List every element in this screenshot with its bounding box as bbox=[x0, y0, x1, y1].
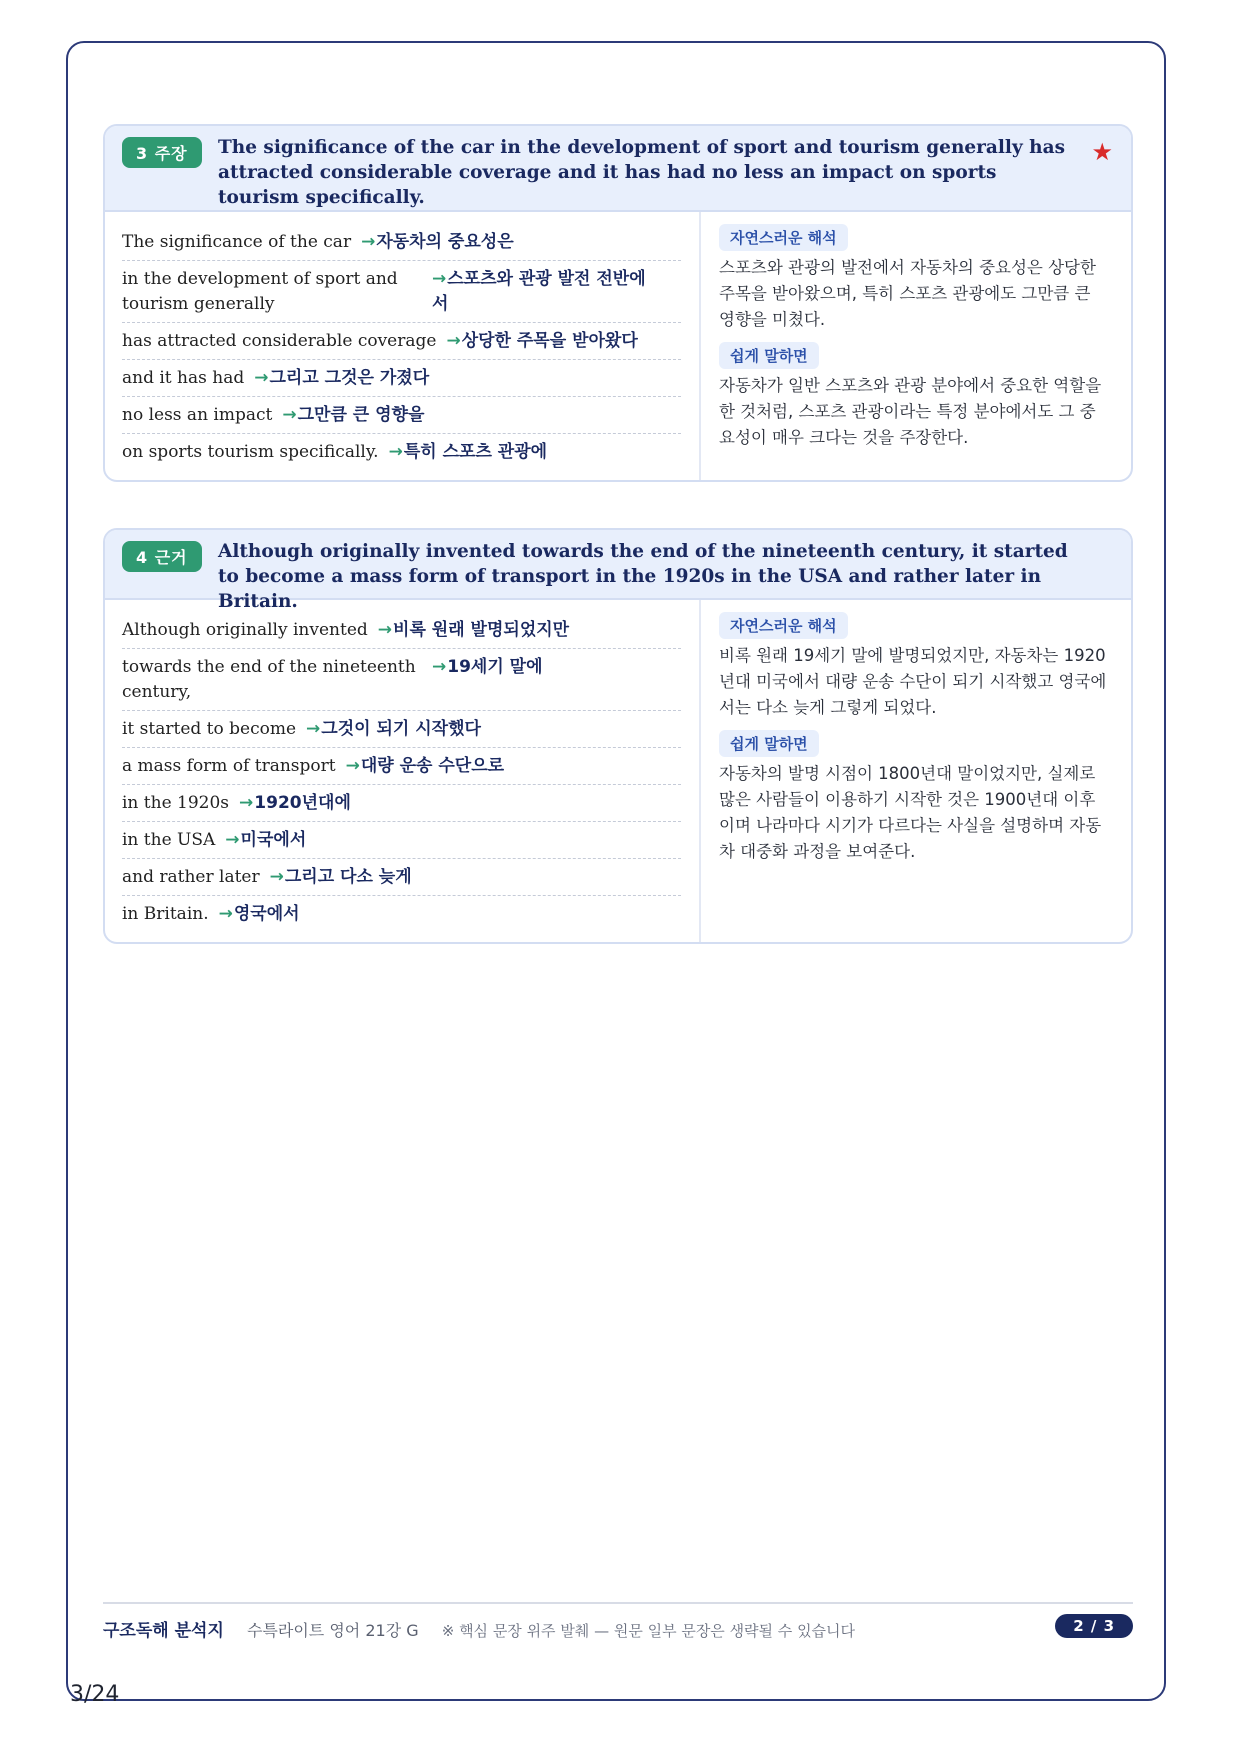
chunk-row bbox=[122, 224, 681, 261]
chunk-row bbox=[122, 323, 681, 360]
chunk-korean: →대량 운송 수단으로 bbox=[345, 756, 505, 776]
chunk-english: and rather later bbox=[122, 867, 260, 887]
arrow-icon: → bbox=[239, 793, 254, 813]
chunk-korean: →스포츠와 관광 발전 전반에서 bbox=[432, 269, 646, 314]
footer-course: 수특라이트 영어 21강 G bbox=[246, 1621, 419, 1640]
arrow-icon: → bbox=[269, 867, 284, 887]
section-badge: 3 주장 bbox=[122, 137, 202, 168]
card-header bbox=[105, 126, 1131, 212]
chunk-english: a mass form of transport bbox=[122, 756, 336, 776]
chunk-english: no less an impact bbox=[122, 405, 273, 425]
arrow-icon: → bbox=[446, 331, 461, 351]
chunk-row bbox=[122, 859, 681, 896]
natural-translation-label: 자연스러운 해석 bbox=[719, 224, 848, 251]
arrow-icon: → bbox=[361, 232, 376, 252]
chunk-korean: →그만큼 큰 영향을 bbox=[282, 405, 425, 425]
arrow-icon: → bbox=[306, 719, 321, 739]
arrow-icon: → bbox=[432, 657, 447, 677]
chunk-korean: →그것이 되기 시작했다 bbox=[306, 719, 481, 739]
sentence-card-4 bbox=[103, 528, 1133, 944]
section-badge: 4 근거 bbox=[122, 541, 202, 572]
card-body bbox=[105, 212, 1131, 480]
arrow-icon: → bbox=[345, 756, 360, 776]
chunk-row bbox=[122, 649, 681, 711]
arrow-icon: → bbox=[432, 269, 447, 289]
card-body bbox=[105, 600, 1131, 942]
arrow-icon: → bbox=[254, 368, 269, 388]
arrow-icon: → bbox=[225, 830, 240, 850]
chunk-row bbox=[122, 612, 681, 649]
chunk-korean: →1920년대에 bbox=[239, 793, 351, 813]
chunk-korean: →미국에서 bbox=[225, 830, 307, 850]
chunk-english: in Britain. bbox=[122, 904, 209, 924]
chunk-korean: →비록 원래 발명되었지만 bbox=[377, 620, 570, 640]
chunk-row bbox=[122, 360, 681, 397]
chunk-korean: →19세기 말에 bbox=[432, 657, 543, 677]
easy-explanation-label: 쉽게 말하면 bbox=[719, 342, 819, 369]
arrow-icon: → bbox=[377, 620, 393, 640]
chunk-row bbox=[122, 261, 681, 323]
star-icon: ★ bbox=[1091, 138, 1113, 166]
chunk-english: in the development of sport and tourism generally bbox=[122, 269, 398, 314]
chunk-english: and it has had bbox=[122, 368, 245, 388]
natural-translation: 스포츠와 관광의 발전에서 자동차의 중요성은 상당한 주목을 받아왔으며, 특히 스포츠 관광에도 그만큼 큰 영향을 미쳤다. bbox=[719, 258, 1096, 329]
footer-brand: 구조독해 분석지 bbox=[103, 1621, 224, 1641]
chunk-row bbox=[122, 748, 681, 785]
chunk-korean: →그리고 다소 늦게 bbox=[269, 867, 412, 887]
page-counter: 3/24 bbox=[70, 1682, 120, 1707]
easy-explanation: 자동차가 일반 스포츠와 관광 분야에서 중요한 역할을 한 것처럼, 스포츠 관광이라는 특정 분야에서도 그 중요성이 매우 크다는 것을 주장한다. bbox=[719, 376, 1102, 447]
interpretation-panel bbox=[701, 600, 1131, 942]
source-sentence: Although originally invented towards the end of the nineteenth century, it started to become a mass form of transport in the 1920s in the USA and rather later in Britain. bbox=[218, 541, 1068, 612]
chunk-korean: →상당한 주목을 받아왔다 bbox=[446, 331, 638, 351]
natural-translation: 비록 원래 19세기 말에 발명되었지만, 자동차는 1920년대 미국에서 대량 운송 수단이 되기 시작했고 영국에서는 다소 늦게 그렇게 되었다. bbox=[719, 646, 1107, 717]
page-number-badge: 2 / 3 bbox=[1055, 1614, 1133, 1638]
interpretation-panel bbox=[701, 212, 1131, 480]
natural-translation-label: 자연스러운 해석 bbox=[719, 612, 848, 639]
chunk-list bbox=[105, 600, 701, 942]
chunk-row bbox=[122, 822, 681, 859]
chunk-english: The significance of the car bbox=[122, 232, 352, 252]
chunk-row bbox=[122, 896, 681, 932]
chunk-english: towards the end of the nineteenth century, bbox=[122, 657, 416, 702]
chunk-english: in the 1920s bbox=[122, 793, 230, 813]
source-sentence: The significance of the car in the development of sport and tourism generally has attracted considerable coverage and it has had no less an impact on sports tourism specifically. bbox=[218, 137, 1066, 208]
chunk-korean: →영국에서 bbox=[218, 904, 300, 924]
easy-explanation: 자동차의 발명 시점이 1800년대 말이었지만, 실제로 많은 사람들이 이용하기 시작한 것은 1900년대 이후이며 나라마다 시기가 다르다는 사실을 설명하며 자동차 대중화 과정을 보여준다. bbox=[719, 764, 1102, 861]
chunk-row bbox=[122, 785, 681, 822]
chunk-row bbox=[122, 397, 681, 434]
sentence-card-3 bbox=[103, 124, 1133, 482]
chunk-korean: →특히 스포츠 관광에 bbox=[388, 442, 548, 462]
arrow-icon: → bbox=[218, 904, 233, 924]
footer-note: ※ 핵심 문장 위주 발췌 — 원문 일부 문장은 생략될 수 있습니다 bbox=[441, 1622, 856, 1640]
chunk-english: Although originally invented bbox=[122, 620, 368, 640]
chunk-korean: →그리고 그것은 가졌다 bbox=[254, 368, 430, 388]
chunk-english: has attracted considerable coverage bbox=[122, 331, 437, 351]
chunk-list bbox=[105, 212, 701, 480]
chunk-english: on sports tourism specifically. bbox=[122, 442, 379, 462]
page-footer bbox=[103, 1602, 1133, 1641]
chunk-english: it started to become bbox=[122, 719, 297, 739]
arrow-icon: → bbox=[388, 442, 403, 462]
easy-explanation-label: 쉽게 말하면 bbox=[719, 730, 819, 757]
chunk-row bbox=[122, 711, 681, 748]
arrow-icon: → bbox=[282, 405, 297, 425]
chunk-korean: →자동차의 중요성은 bbox=[361, 232, 514, 252]
chunk-english: in the USA bbox=[122, 830, 216, 850]
chunk-row bbox=[122, 434, 681, 470]
card-header bbox=[105, 530, 1131, 612]
